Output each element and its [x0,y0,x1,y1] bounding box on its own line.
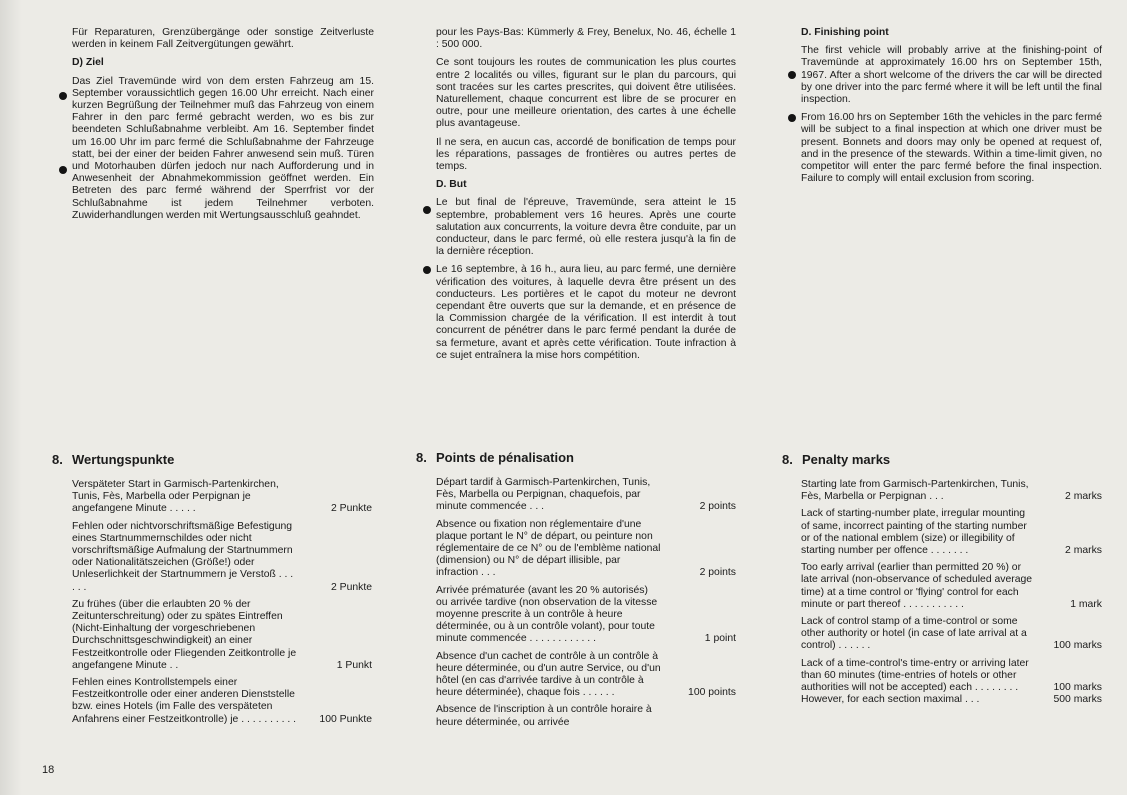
item-text: Fehlen eines Kontrollstempels einer Festzeitkontrolle oder einer anderen Dienststelle bzw. eines Hotels (im Falle des verspäteten Anfahrens einer Festzeitkontrolle) je . . . . . . . . . . [72,677,297,725]
bullet-icon [59,166,67,174]
item-points: 2 marks [1062,545,1102,557]
bullet-icon [59,92,67,100]
item-text: Absence ou fixation non réglementaire d'une plaque portant le N° de départ, ou peinture non réglementaire de ce N° ou de l'emblème national (dimension) ou N° de départ illisible, par infraction . . . [436,518,661,579]
english-penalty-list [801,479,1102,711]
item-text: Too early arrival (earlier than permitted 20 %) or late arrival (non-observance of scheduled average time) at a time control or 'flying' control for each minute or part thereof . . . . . . . . . . . [801,562,1033,610]
french-paragraph-1: Ce sont toujours les routes de communication les plus courtes entre 2 localités ou villes, figurant sur le plan du parcours, qui sont tracées sur les cartes prescrites, qui doivent être utilisées. Naturellement, chaque concurrent est libre de se procurer en outre, pour une meilleure orientation, des cartes à une échelle plus avantageuse. [436,57,736,130]
item-points: 500 marks [1050,694,1102,706]
bullet-icon [423,206,431,214]
english-finish-body-2: From 16.00 hrs on September 16th the vehicles in the parc fermé will be subject to a final inspection at which one driver must be present. Bonnets and doors may only be opened at request of, and in the presence of the stewards. Within a time-limit given, no competitor will enter the parc fermé before the final inspection. Failure to comply will entail exclusion from scoring. [801,112,1102,185]
item-text: Starting late from Garmisch-Partenkirchen, Tunis, Fès, Marbella or Perpignan . . . [801,479,1029,503]
english-column [801,27,1102,191]
item-points: 1 point [702,633,736,645]
bullet-icon [788,71,796,79]
item-points: 100 marks [1050,682,1102,694]
section-title: Points de pénalisation [436,450,574,465]
german-ziel-body: Das Ziel Travemünde wird von dem ersten Fahrzeug am 15. September voraussichtlich gegen 16.00 Uhr erreicht. Nach einer kurzen Begrüßung der Teilnehmer muß das Fahrzeug von einem Fahrer in den parc fermé gebracht werden, wo es bis zur beendeten Schlußabnahme verbleibt. Am 16. September findet um 16.00 Uhr im parc fermé die Schlußabnahme der Fahrzeuge statt, bei der einer der beiden Fahrer anwesend sein muß. Türen und Motorhauben dürfen jedoch nur nach Aufforderung und in Anwesenheit der Abnahmekommission geöffnet werden. Ein Betreten des parc fermé während der Sperrfrist vor der Schlußabnahme ist jedem Teilnehmer verboten. Zuwiderhandlungen werden mit Wertungsausschluß geahndet. [72,75,374,221]
list-item [72,677,372,726]
item-text: Départ tardif à Garmisch-Partenkirchen, Tunis, Fès, Marbella ou Perpignan, chaquefois, par minute commencée . . . [436,477,651,513]
french-but-paragraph-1 [436,197,736,258]
item-text: Arrivée prématurée (avant les 20 % autorisés) ou arrivée tardive (non observation de la vitesse moyenne prescrite à un contrôle à heure déterminée, ou à un contrôle volant), pour toute minute commencée . . . . . . . . . . . . [436,584,658,645]
english-finish-paragraph-2 [801,112,1102,185]
page-number: 18 [42,764,55,776]
list-item [801,508,1102,557]
item-points: 1 Punkt [334,660,372,672]
item-text: Absence de l'inscription à un contrôle horaire à heure déterminée, ou arrivée [436,704,652,728]
item-text: Lack of a time-control's time-entry or arriving later than 60 minutes (time-entries of hotels or other authorities will not be accepted) each . . . . . . . . [801,657,1029,694]
german-ziel-text [72,76,374,222]
french-paragraph-2: Il ne sera, en aucun cas, accordé de bonification de temps pour les réparations, passages de frontières ou autres pertes de temps. [436,136,736,173]
item-text: Verspäteter Start in Garmisch-Partenkirchen, Tunis, Fès, Marbella oder Perpignan je angefangene Minute . . . . . [72,479,279,515]
item-points: 1 mark [1067,599,1102,611]
list-item [436,704,736,728]
item-text: However, for each section maximal . . . [801,694,980,706]
french-intro: pour les Pays-Bas: Kümmerly & Frey, Benelux, No. 46, échelle 1 : 500 000. [436,27,736,51]
item-points: 100 Punkte [316,714,372,726]
list-item [801,694,1102,706]
item-text: Absence d'un cachet de contrôle à un contrôle à heure déterminée, ou d'un autre Service, ou d'un hôtel (en cas d'arrivée tardive à un contrôle à heure déterminée), chaque fois . . . . . . [436,650,661,699]
item-text: Fehlen oder nichtvorschriftsmäßige Befestigung eines Startnummernschildes oder nicht vorschriftsmäßige Aufmalung der Startnummern oder Nationalitätszeichen (Größe!) oder Unleserlichkeit der Startnummern je Verstoß . . . . . . [72,520,294,593]
french-but-paragraph-2 [436,264,736,362]
list-item [436,585,736,646]
french-column [436,27,736,368]
item-text: Lack of control stamp of a time-control or some other authority or hotel (in case of late arrival at a control) . . . . . . [801,616,1027,652]
french-section-heading [416,450,574,465]
item-points: 2 marks [1062,491,1102,503]
list-item [801,479,1102,503]
section-title: Wertungspunkte [72,452,175,467]
german-ziel-heading: D) Ziel [72,57,104,69]
french-penalty-list [436,477,736,734]
list-item [72,479,372,516]
german-intro: Für Reparaturen, Grenzübergänge oder sonstige Zeitverluste werden in keinem Fall Zeitvergütungen gewährt. [72,27,374,51]
list-item [801,658,1102,695]
french-but-heading: D. But [436,179,467,191]
section-number: 8. [52,452,63,467]
list-item [436,477,736,514]
german-penalty-list [72,479,372,731]
item-points: 2 points [697,501,736,513]
section-number: 8. [416,450,427,465]
item-points: 2 points [697,567,736,579]
french-but-body-1: Le but final de l'épreuve, Travemünde, sera atteint le 15 septembre, probablement vers 16 heures. Après une courte salutation aux concurrents, la voiture devra être conduite, par un conducteur, dans le parc fermé, où elle restera jusqu'à la fin de la dernière réception. [436,197,736,258]
section-title: Penalty marks [802,452,891,467]
item-points: 100 points [685,687,736,699]
item-text: Lack of starting-number plate, irregular mounting of same, incorrect painting of the starting number or of the national emblem (size) or illegibility of starting number per offence . . . . . . . [801,508,1027,557]
english-finish-body-1: The first vehicle will probably arrive at the finishing-point of Travemünde at approximately 16.00 hrs on September 15th, 1967. After a short welcome of the drivers the car will be directed by one driver into the parc fermé where it will be left until the final inspection. [801,45,1102,106]
item-text: Zu frühes (über die erlaubten 20 % der Zeitunterschreitung) oder zu spätes Eintreffen (Nicht-Einhaltung der vorgeschriebenen Durchschnittsgeschwindigkeit) an einer Festzeitkontrolle oder Fliegenden Zeitkontrolle je angefangene Minute . . [72,598,297,671]
bullet-icon [423,266,431,274]
bullet-icon [788,114,796,122]
item-points: 2 Punkte [328,503,372,515]
list-item [436,651,736,700]
german-section-heading [52,452,174,467]
english-finish-paragraph-1 [801,45,1102,106]
french-but-body-2: Le 16 septembre, à 16 h., aura lieu, au parc fermé, une dernière vérification des voitures, à laquelle devra être présent un des conducteurs. Les portières et le capot du moteur ne devront cependant être ouverts que sur la demande, et en présence de la Commission chargée de la vérification. Il est interdit à tout concurrent de pénétrer dans le parc fermé pendant la durée de sa fermeture, avant et après cette vérification. Toute infraction à ce sujet entraînera la mise hors compétition. [436,264,736,361]
list-item [436,519,736,580]
english-section-heading [782,452,890,467]
list-item [801,562,1102,611]
german-column [72,27,374,228]
list-item [72,599,372,672]
item-points: 2 Punkte [328,582,372,594]
item-points: 100 marks [1050,640,1102,652]
list-item [801,616,1102,653]
page-shadow-left [0,0,22,795]
english-finish-heading: D. Finishing point [801,27,889,38]
list-item [72,521,372,594]
section-number: 8. [782,452,793,467]
